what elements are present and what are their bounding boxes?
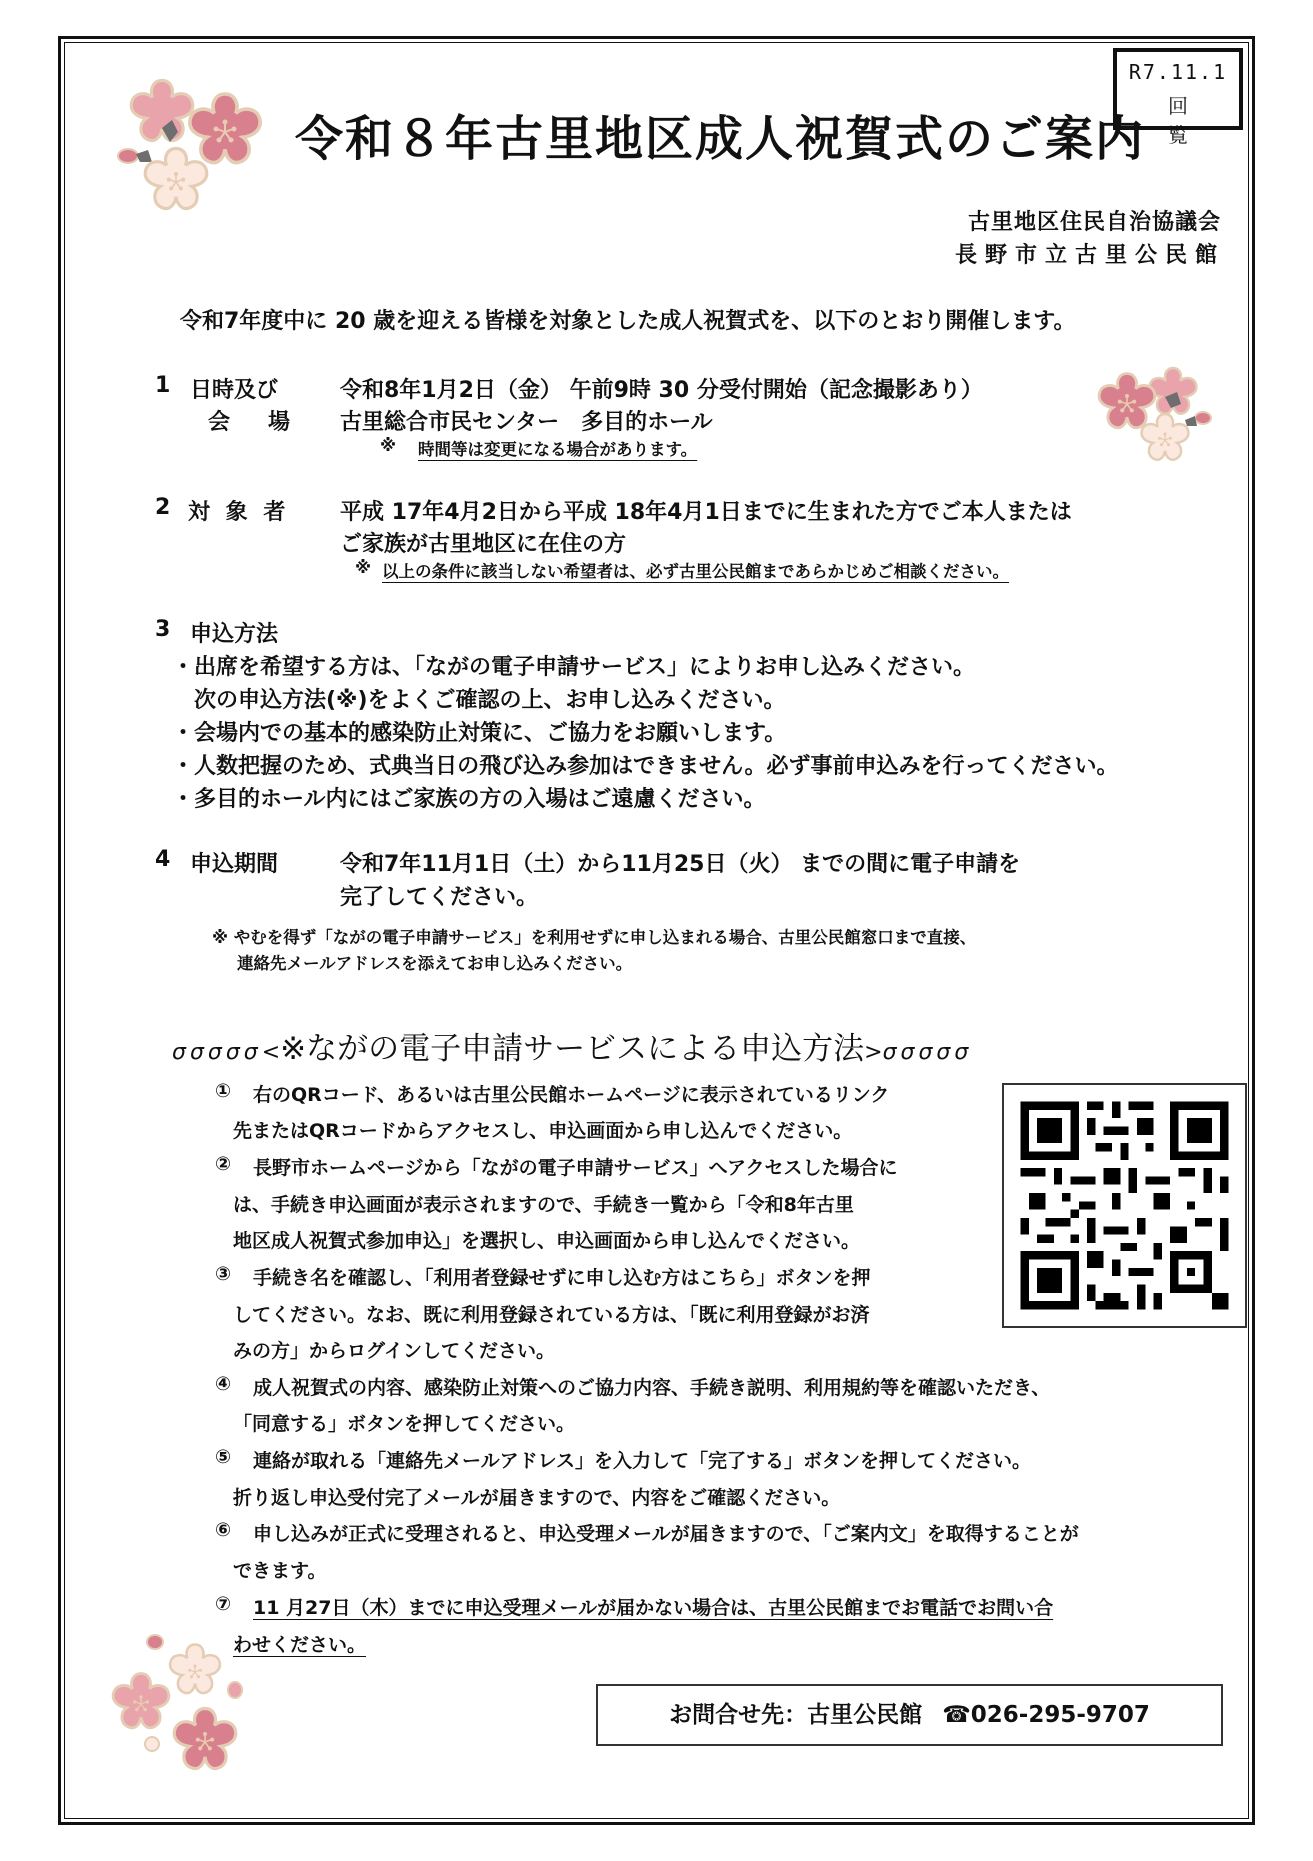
section-1-label-venue: 会 場 <box>208 410 299 435</box>
step-1-line: 先またはQRコードからアクセスし、申込画面から申し込んでください。 <box>233 1120 853 1142</box>
organizer-community-center: 長野市立古里公民館 <box>954 243 1225 268</box>
event-datetime: 令和8年1月2日（金） 午前9時 30 分受付開始（記念撮影あり） <box>340 378 983 403</box>
phone-icon: ☎ <box>942 1702 971 1728</box>
step-3-line: みの方」からログインしてください。 <box>233 1340 556 1362</box>
cherry-blossom-icon <box>1095 362 1225 467</box>
section-3-label: 申込方法 <box>190 622 279 647</box>
section-2-note: 以上の条件に該当しない希望者は、必ず古里公民館まであらかじめご相談ください。 <box>382 562 1009 581</box>
section-2-number: 2 <box>155 495 171 520</box>
section-1-note-mark: ※ <box>380 436 397 455</box>
method-bullet: ・人数把握のため、式典当日の飛び込み参加はできません。必ず事前申込みを行ってください。 <box>172 754 1119 779</box>
step-6-line: できます。 <box>233 1560 327 1582</box>
method-bullet: 次の申込方法(※)をよくご確認の上、お申し込みください。 <box>172 688 786 713</box>
intro-text: 令和7年度中に 20 歳を迎える皆様を対象とした成人祝賀式を、以下のとおり開催します。 <box>180 309 1076 334</box>
section-4-note-line-2: 連絡先メールアドレスを添えてお申し込みください。 <box>237 954 633 973</box>
qr-code-frame[interactable] <box>1002 1083 1247 1328</box>
step-4-mark: ④ <box>215 1373 232 1395</box>
section-4-number: 4 <box>155 847 171 872</box>
eligibility-line-2: ご家族が古里地区に在住の方 <box>340 532 627 557</box>
online-method-heading: σσσσσ<※ながの電子申請サービスによる申込方法>σσσσσ <box>172 1031 973 1067</box>
step-7-mark: ⑦ <box>215 1593 232 1615</box>
step-3-line: 手続き名を確認し、「利用者登録せずに申し込む方はこちら」ボタンを押 <box>253 1267 871 1289</box>
step-5-line: 連絡が取れる「連絡先メールアドレス」を入力して「完了する」ボタンを押してください。 <box>253 1450 1032 1472</box>
cherry-blossom-icon <box>100 70 280 220</box>
decoration-left: σσσσσ <box>172 1040 262 1065</box>
step-6-line: 申し込みが正式に受理されると、申込受理メールが届きますので、「ご案内文」を取得することが <box>253 1523 1079 1545</box>
step-7-line: 11 月27日（木）までに申込受理メールが届かない場合は、古里公民館までお電話でお問い合 <box>253 1597 1054 1619</box>
application-period-line-2: 完了してください。 <box>340 885 539 910</box>
section-2-note-mark: ※ <box>355 558 372 577</box>
step-3-line: してください。なお、既に利用登録されている方は、「既に利用登録がお済 <box>233 1304 870 1326</box>
step-6-mark: ⑥ <box>215 1519 232 1541</box>
step-1-line: 右のQRコード、あるいは古里公民館ホームページに表示されているリンク <box>253 1084 890 1106</box>
decoration-right: σσσσσ <box>882 1040 973 1065</box>
step-2-line: 長野市ホームページから「ながの電子申請サービス」へアクセスした場合に <box>253 1157 898 1179</box>
method-bullet: ・出席を希望する方は、「ながの電子申請サービス」によりお申し込みください。 <box>172 655 976 680</box>
cherry-blossom-icon <box>105 1630 255 1790</box>
event-venue: 古里総合市民センター 多目的ホール <box>340 410 713 435</box>
method-bullet: ・会場内での基本的感染防止対策に、ご協力をお願いします。 <box>172 721 787 746</box>
step-5-line: 折り返し申込受付完了メールが届きますので、内容をご確認ください。 <box>233 1487 841 1509</box>
eligibility-line-1: 平成 17年4月2日から平成 18年4月1日までに生まれた方でご本人または <box>340 500 1072 525</box>
step-3-mark: ③ <box>215 1263 232 1285</box>
section-4-note-line-1: ※ やむを得ず「ながの電子申請サービス」を利用せずに申し込まれる場合、古里公民館窓口まで直接、 <box>212 928 977 947</box>
section-1-number: 1 <box>155 373 171 398</box>
step-4-line: 成人祝賀式の内容、感染防止対策へのご協力内容、手続き説明、利用規約等を確認いただき、 <box>253 1377 1051 1399</box>
section-1-note: 時間等は変更になる場合があります。 <box>418 440 698 459</box>
section-1-label: 日時及び <box>190 378 279 403</box>
method-bullet: ・多目的ホール内にはご家族の方の入場はご遠慮ください。 <box>172 787 766 812</box>
step-4-line: 「同意する」ボタンを押してください。 <box>233 1413 576 1435</box>
section-4-label: 申込期間 <box>190 852 279 877</box>
step-2-line: 地区成人祝賀式参加申込」を選択し、申込画面から申し込んでください。 <box>233 1230 861 1252</box>
step-2-mark: ② <box>215 1153 232 1175</box>
step-1-mark: ① <box>215 1080 232 1102</box>
qr-code-icon[interactable] <box>1004 1085 1245 1326</box>
stamp-label: 回 覧 <box>1168 94 1252 147</box>
application-period-line-1: 令和7年11月1日（土）から11月25日（火） までの間に電子申請を <box>340 852 1021 877</box>
step-5-mark: ⑤ <box>215 1446 232 1468</box>
section-3-number: 3 <box>155 617 171 642</box>
contact-label: お問合せ先：古里公民館 <box>669 1702 923 1728</box>
contact-phone[interactable]: 026-295-9707 <box>970 1702 1150 1728</box>
step-2-line: は、手続き申込画面が表示されますので、手続き一覧から「令和8年古里 <box>233 1194 854 1216</box>
online-method-title: ※ながの電子申請サービスによる申込方法 <box>280 1031 865 1067</box>
contact-box <box>596 1684 1223 1746</box>
page-title: 令和８年古里地区成人祝賀式のご案内 <box>295 111 1146 167</box>
step-7-line: わせください。 <box>233 1634 367 1656</box>
organizer-association: 古里地区住民自治協議会 <box>967 210 1221 235</box>
stamp-date: R7.11.1 <box>1128 60 1228 84</box>
section-2-label: 対 象 者 <box>188 500 290 525</box>
